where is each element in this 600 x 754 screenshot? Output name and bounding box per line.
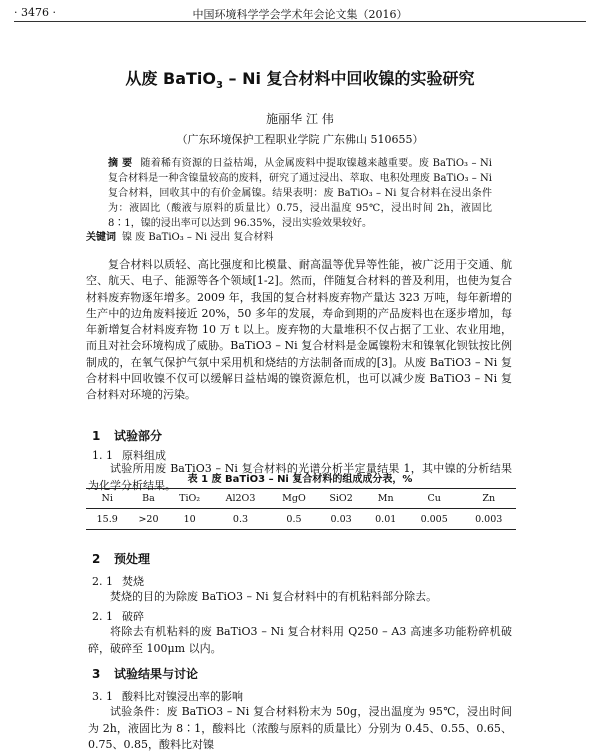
section-2-1-heading: 2. 1 焚烧	[92, 575, 144, 588]
table-1-caption: 表 1 废 BaTiO3 – Ni 复合材料的组成成分表，%	[187, 474, 413, 485]
page-number: · 3476 ·	[14, 6, 56, 19]
running-header	[14, 6, 586, 22]
table-row	[86, 509, 516, 530]
journal-title: 中国环境科学学会学术年会论文集（2016）	[192, 8, 408, 21]
table-header-cell: Mn	[365, 489, 407, 509]
section-2-1-paragraph: 焚烧的目的为除废 BaTiO3 – Ni 复合材料中的有机粘料部分除去。	[110, 590, 438, 603]
table-header-cell: TiO₂	[169, 489, 211, 509]
section-3-1-paragraph: 试验条件：废 BaTiO3 – Ni 复合材料粉末为 50g，浸出温度为 95℃，浸出时间为 2h，液固比为 8∶1，酸料比（浓酸与原料的质量比）分别为 0.45、0.55、0.65、0.75、0.85，酸料比对镍	[88, 705, 512, 751]
table-header-row	[86, 489, 516, 509]
keywords	[86, 228, 492, 243]
section-1-1-paragraph: 试验所用废 BaTiO3 – Ni 复合材料的光谱分析半定量结果 1，其中镍的分析结果为化学分析结果。	[88, 462, 512, 492]
section-1-heading: 1 试验部分	[92, 429, 163, 443]
table-header-cell: Al2O3	[211, 489, 271, 509]
table-cell: 0.5	[270, 509, 317, 530]
affiliation: （广东环境保护工程职业学院 广东佛山 510655）	[176, 133, 424, 146]
table-header-cell: SiO2	[318, 489, 365, 509]
composition-table	[86, 488, 516, 530]
authors: 施丽华 江 伟	[266, 112, 334, 126]
section-3-heading: 3 试验结果与讨论	[92, 667, 199, 681]
section-2-heading: 2 预处理	[92, 552, 151, 566]
header-rule	[14, 21, 586, 22]
table-cell: 0.03	[318, 509, 365, 530]
section-2-2-heading: 2. 1 破碎	[92, 610, 144, 623]
abstract-label: 摘 要	[108, 158, 133, 169]
keywords-text: 镍 废 BaTiO₃ – Ni 浸出 复合材料	[122, 232, 274, 243]
table-header-cell: Zn	[461, 489, 516, 509]
table-header-cell: Ba	[128, 489, 168, 509]
table-cell: 0.005	[407, 509, 462, 530]
table-header-cell: Ni	[86, 489, 128, 509]
section-3-1-heading: 3. 1 酸料比对镍浸出率的影响	[92, 690, 243, 703]
abstract	[108, 156, 492, 231]
table-cell: 10	[169, 509, 211, 530]
table-cell: 0.01	[365, 509, 407, 530]
table-cell: 0.003	[461, 509, 516, 530]
table-header-cell: Cu	[407, 489, 462, 509]
abstract-text: 随着稀有资源的日益枯竭，从金属废料中提取镍越来越重要。废 BaTiO₃ – Ni 复合材料是一种含镍量较高的废料，研究了通过浸出、萃取、电积处理废 BaTiO₃ – Ni 复合材料，回收其中的有价金属镍。结果表明：废 BaTiO₃ – Ni 复合材料在浸出条件为：液固比（酸液与原料的质量比）0.75，浸出温度 95℃，浸出时间 2h，液固比 8∶1，镍的浸出率可以达到 96.35%，浸出实验效果较好。	[108, 158, 492, 229]
introduction-paragraph: 复合材料以质轻、高比强度和比模量、耐高温等优异等性能，被广泛用于交通、航空、航天、电子、能源等各个领域[1-2]。然而，伴随复合材料的普及利用，也使为复合材料废弃物逐年增多。2009 年，我国的复合材料废弃物产量达 323 万吨，每年新增的生产中的边角废料接近 20%，50 多年的发展，寿命到期的产品废料也在逐步增加，每年新增复合材料废弃物 10 万 t 以上。废弃物的大量堆积不仅占据了工业、农业用地，而且对社会环境构成了威胁。BaTiO3 – Ni 复合材料是金属镍粉末和镍氧化钡钛按比例制成的，在氧气保护气氛中采用机和烧结的方法制备而成的[3]。从废 BaTiO3 – Ni 复合材料中回收镍不仅可以缓解日益枯竭的镍资源危机，也可以减少废 BaTiO3 – Ni 复合材料对环境的污染。	[86, 258, 512, 402]
table-cell: 15.9	[86, 509, 128, 530]
paper-title: 从废 BaTiO$_3$ – Ni 复合材料中回收镍的实验研究	[125, 69, 475, 92]
table-header-cell: MgO	[270, 489, 317, 509]
table-cell: 0.3	[211, 509, 271, 530]
keywords-label: 关键词	[86, 232, 116, 243]
table-cell: >20	[128, 509, 168, 530]
section-2-2-paragraph: 将除去有机粘料的废 BaTiO3 – Ni 复合材料用 Q250 – A3 高速多功能粉碎机破碎，破碎至 100μm 以内。	[88, 625, 512, 655]
section-1-1-heading: 1. 1 原料组成	[92, 449, 166, 462]
